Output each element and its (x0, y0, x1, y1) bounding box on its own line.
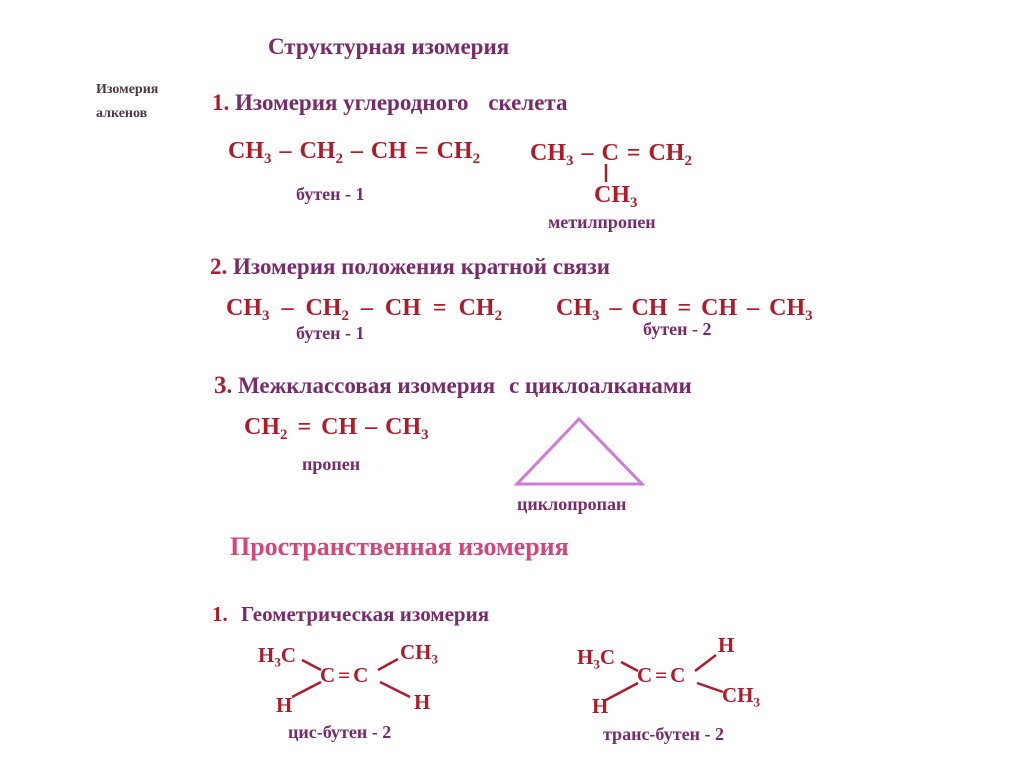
cis-bond-lower-right (380, 682, 410, 697)
name-methylpropene: метилпропен (548, 212, 656, 232)
cis-h-left: H (276, 693, 293, 717)
spatial-title: Пространственная изомерия (230, 532, 569, 561)
section1-title: Изомерия углеродного (235, 90, 469, 115)
side-label-line2: алкенов (96, 106, 148, 121)
name-butene1-b: бутен - 1 (296, 323, 365, 343)
section1-number: 1. (212, 90, 230, 115)
trans-bond-lower-right (697, 683, 723, 692)
name-trans: транс-бутен - 2 (603, 724, 724, 744)
formula-methylpropene-branch: $CH_3$ (594, 182, 638, 212)
cis-bond-lower-left (292, 682, 321, 697)
trans-bond-upper-right (695, 655, 716, 671)
cyclopropane-triangle (517, 419, 642, 484)
name-butene2: бутен - 2 (643, 319, 712, 339)
section3-title: . Межклассовая изомерия (226, 373, 496, 398)
name-butene1-a: бутен - 1 (296, 184, 365, 204)
side-label-line1: Изомерия (96, 82, 159, 97)
page-title: Структурная изомерия (268, 34, 510, 59)
trans-double-bond: C = C (637, 663, 686, 687)
formula-butene1-skeleton: $CH_3 - CH_2$ – CH = $CH_2$ (228, 138, 480, 168)
trans-ch3: $CH_3$ (722, 683, 761, 710)
trans-bond-upper-left (621, 662, 638, 671)
cis-ch3: $CH_3$ (400, 640, 439, 667)
section2-number: 2. (210, 254, 228, 279)
section3-title-part2: с циклоалканами (508, 373, 692, 398)
cis-h3c: $H_3C$ (258, 643, 297, 670)
name-propene: пропен (302, 454, 361, 474)
formula-propene: $CH_2$ = CH – $CH_3$ (244, 414, 429, 444)
spatial-heading-title: Геометрическая изомерия (241, 602, 490, 626)
name-cyclopropane: циклопропан (517, 494, 627, 514)
formula-methylpropene-main: $CH_3 - C = CH_2$ (530, 140, 692, 170)
section2-title: Изомерия положения кратной связи (233, 254, 610, 279)
section3-number: 3 (214, 372, 227, 399)
formula-butene1-position: $CH_3 - CH_2$ – CH = $CH_2$ (226, 295, 502, 325)
trans-h-top: H (718, 633, 735, 657)
trans-bond-lower-left (606, 683, 638, 700)
formula-butene2: $CH_3$ – CH = CH – $CH_3$ (556, 295, 813, 325)
cis-bond-upper-left (302, 660, 321, 670)
cis-bond-upper-right (378, 659, 398, 670)
name-cis: цис-бутен - 2 (288, 722, 392, 742)
spatial-number: 1. (212, 602, 228, 626)
cis-h-right: H (414, 690, 431, 714)
trans-h3c: $H_3C$ (577, 645, 616, 672)
trans-h-bottom: H (592, 694, 609, 718)
section1-title-part2: скелета (488, 90, 568, 115)
cis-double-bond: C = C (320, 663, 369, 687)
